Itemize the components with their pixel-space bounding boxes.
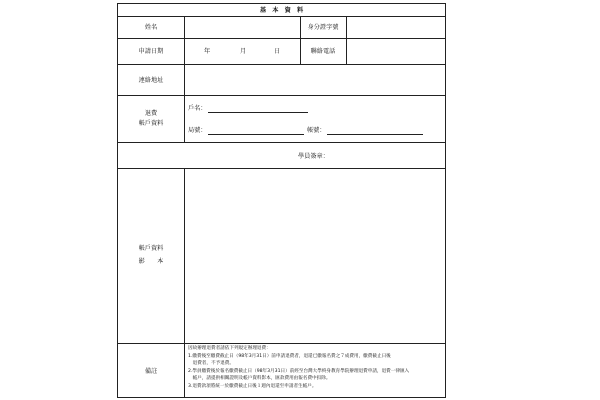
remarks-note: 帳戶，請提供相關證明及帳戶資料影本，匯款費用由報名費中扣除。	[188, 376, 331, 381]
phone-label: 聯絡電話	[310, 48, 336, 55]
account-no-label: 帳號：	[307, 127, 326, 134]
id-number-label: 身分證字號	[307, 24, 339, 31]
account-copy-label-2: 影 本	[138, 258, 164, 265]
form-title: 基 本 資 料	[259, 7, 304, 14]
address-label: 連絡地址	[138, 77, 164, 84]
bank-code-field[interactable]	[208, 134, 304, 135]
name-field[interactable]	[185, 17, 300, 38]
apply-date-row	[118, 39, 445, 65]
phone-field[interactable]	[347, 39, 445, 64]
account-copy-row	[118, 169, 445, 344]
remarks-note: 2.學員繳費後於報名繳費截止日（98年3月31日）前經至台灣大學終身教育學院辦理退費申請，退費一律匯入	[188, 369, 410, 374]
date-year-unit: 年	[204, 48, 211, 55]
account-no-field[interactable]	[327, 134, 423, 135]
remarks-note: 退費者，不予退費。	[188, 361, 234, 366]
date-month-unit: 月	[240, 48, 247, 55]
signature-field[interactable]	[333, 143, 445, 168]
form-title-row	[118, 4, 445, 17]
account-copy-attach-area[interactable]	[185, 169, 445, 343]
refund-account-row	[118, 96, 445, 143]
refund-account-label-2: 帳戶資料	[138, 120, 164, 127]
remarks-note: 1.繳費後至繳費截止日（98年3月31日）前申請退費者，退還已繳報名費之７成費用，繳費截止日後	[188, 354, 391, 359]
apply-date-label: 申請日期	[138, 48, 164, 55]
remarks-note: 因故辦理退費者請依下列規定辦理退費：	[188, 346, 271, 351]
account-name-label: 戶名：	[188, 105, 207, 112]
address-field[interactable]	[185, 65, 445, 95]
remarks-row	[118, 344, 445, 397]
id-number-field[interactable]	[347, 17, 445, 38]
refund-account-label-1: 退費	[144, 110, 158, 117]
date-day-unit: 日	[274, 48, 281, 55]
account-copy-label-1: 帳戶資料	[138, 245, 164, 252]
bank-code-label: 局號：	[188, 127, 207, 134]
address-row	[118, 65, 445, 96]
name-label: 姓名	[144, 24, 158, 31]
basic-info-form	[117, 3, 446, 398]
signature-row	[118, 143, 445, 169]
account-name-field[interactable]	[208, 112, 308, 113]
remarks-note: 3.退費款項將統一於繳費截止日後１週內退還至申請者生帳戶。	[188, 384, 317, 389]
signature-label: 學員簽章：	[298, 153, 329, 160]
remarks-label: 備註	[144, 368, 158, 375]
name-row	[118, 17, 445, 39]
